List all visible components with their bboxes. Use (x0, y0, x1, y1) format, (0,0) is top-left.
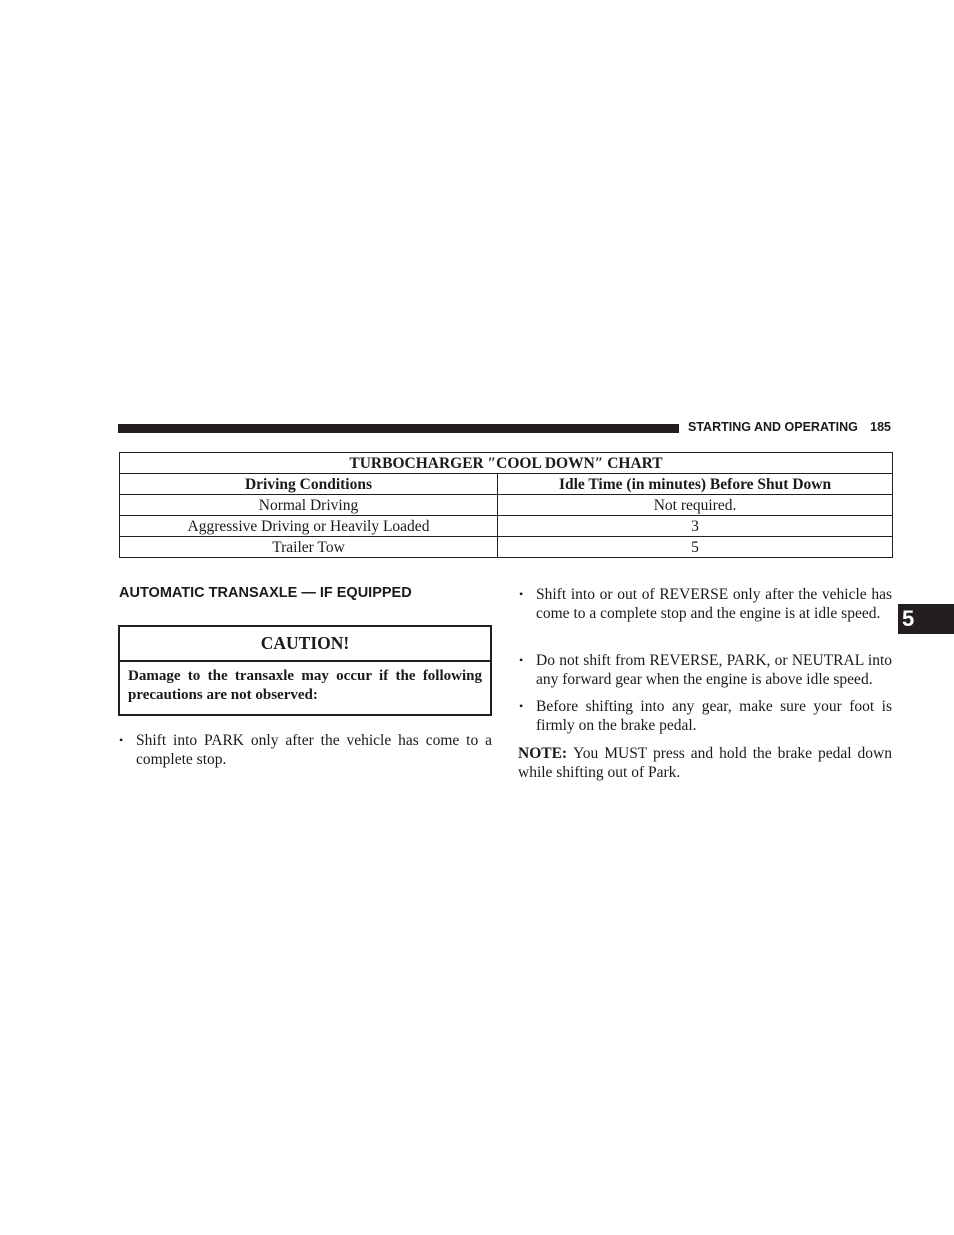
list-item-text: Shift into PARK only after the vehicle has come to a complete stop. (136, 732, 492, 768)
table-row (120, 516, 893, 537)
header-rule (118, 424, 679, 433)
note-paragraph (518, 744, 892, 782)
caution-text: Damage to the transaxle may occur if the following precautions are not observed: (128, 668, 482, 703)
table-cell: 5 (498, 537, 893, 558)
section-title: STARTING AND OPERATING (688, 420, 858, 434)
cool-down-chart-table (119, 452, 893, 558)
bullet-icon: • (119, 733, 124, 747)
table-cell: Normal Driving (120, 495, 498, 516)
chapter-tab: 5 (898, 604, 954, 634)
list-item-text: Shift into or out of REVERSE only after the vehicle has come to a complete stop and the engine is at idle speed. (536, 586, 892, 622)
table-cell: 3 (498, 516, 893, 537)
table-row (120, 495, 893, 516)
column-header: Driving Conditions (120, 474, 498, 495)
caution-box (118, 625, 492, 716)
column-header: Idle Time (in minutes) Before Shut Down (498, 474, 893, 495)
caution-title: CAUTION! (120, 627, 490, 662)
note-label: NOTE: (518, 745, 568, 762)
list-item (519, 585, 892, 623)
note-text: You MUST press and hold the brake pedal down while shifting out of Park. (518, 745, 892, 781)
page-number: 185 (870, 420, 891, 434)
list-item-text: Do not shift from REVERSE, PARK, or NEUTRAL into any forward gear when the engine is above idle speed. (536, 652, 892, 688)
bullet-icon: • (519, 699, 524, 713)
table-cell: Aggressive Driving or Heavily Loaded (120, 516, 498, 537)
list-item-text: Before shifting into any gear, make sure your foot is firmly on the brake pedal. (536, 698, 892, 734)
table-title-row (120, 453, 893, 474)
table-header-row (120, 474, 893, 495)
list-item (119, 731, 492, 769)
list-item (519, 697, 892, 735)
list-item (519, 651, 892, 689)
table-title: TURBOCHARGER ″COOL DOWN″ CHART (120, 453, 893, 474)
table-cell: Not required. (498, 495, 893, 516)
bullet-icon: • (519, 587, 524, 601)
bullet-icon: • (519, 653, 524, 667)
running-header (688, 420, 891, 434)
table-cell: Trailer Tow (120, 537, 498, 558)
section-heading: AUTOMATIC TRANSAXLE — IF EQUIPPED (119, 585, 412, 601)
table-row (120, 537, 893, 558)
